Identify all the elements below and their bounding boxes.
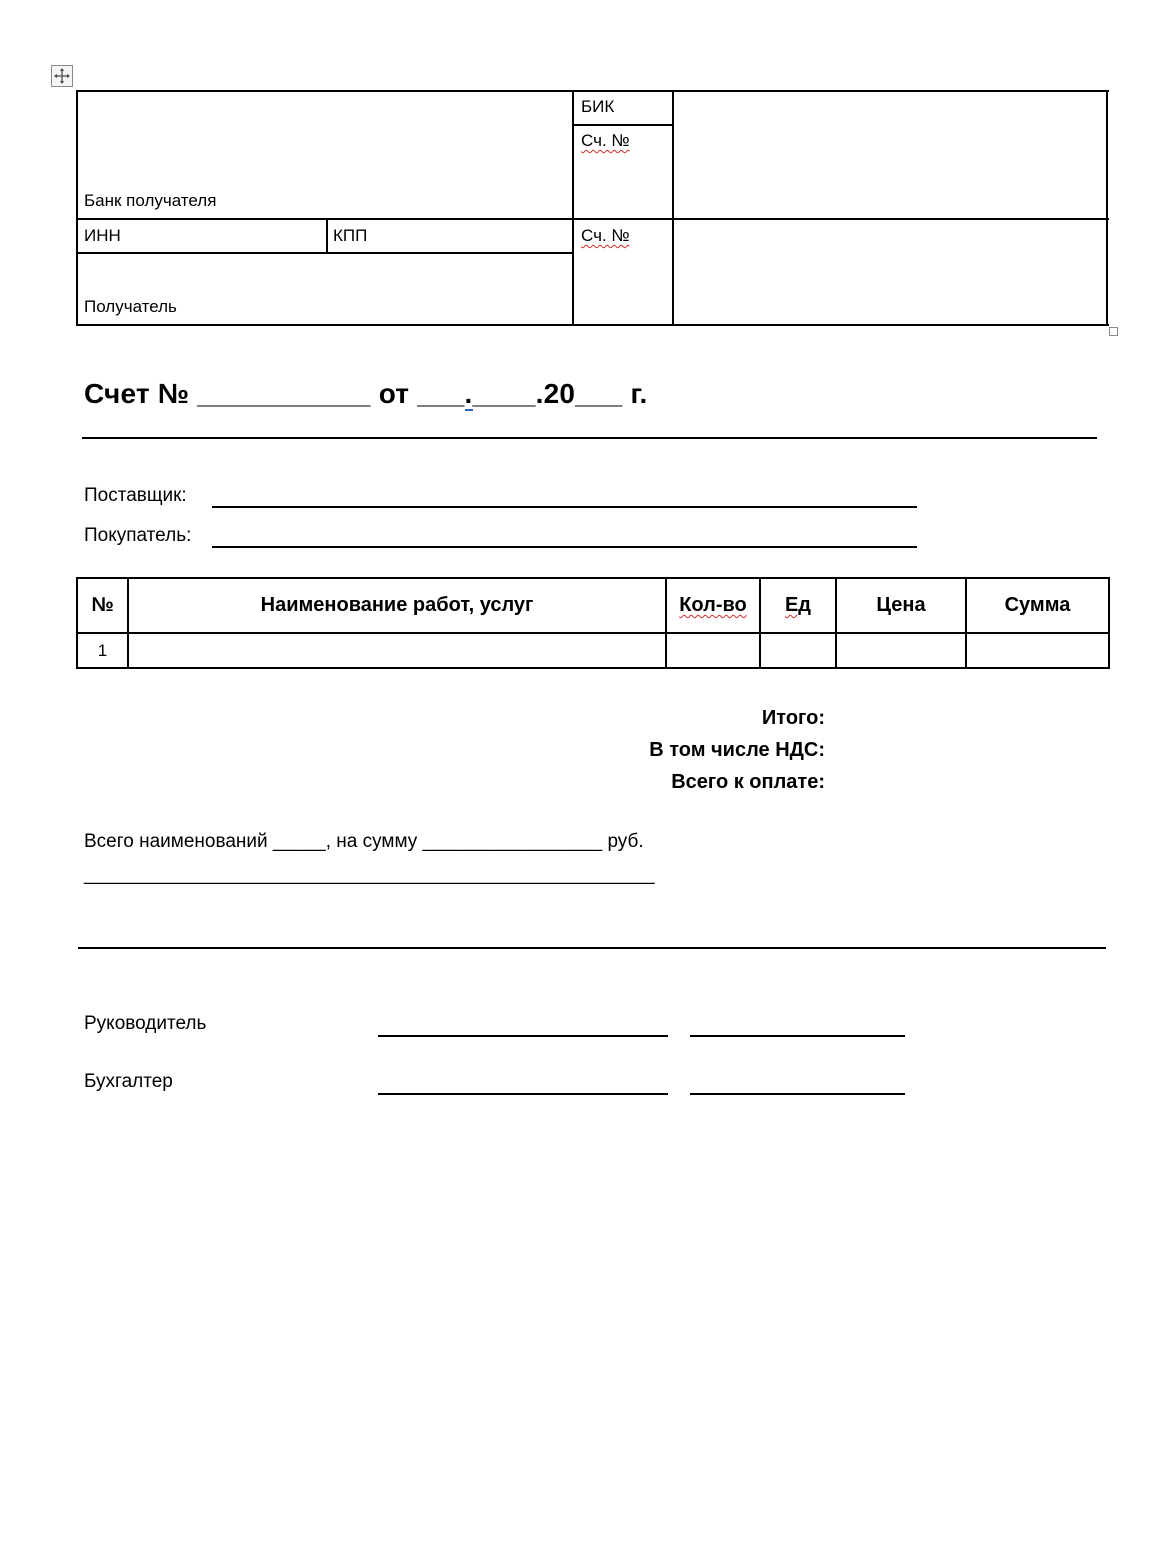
total-label: Итого: [761,707,825,729]
summary-text: Всего наименований _____, на сумму _________________ руб. [84,831,644,852]
col-name-header: Наименование работ, услуг [128,578,666,633]
bank-label: Банк получателя [84,191,217,210]
col-price-header: Цена [836,578,966,633]
title-year: .20 [535,378,576,409]
buyer-field[interactable] [212,546,917,548]
cell-sum[interactable] [966,633,1109,668]
cell-number: 1 [77,633,128,668]
col-unit-header: Ед [760,578,836,633]
title-divider [82,437,1097,439]
col-sum-header: Сумма [966,578,1109,633]
kpp-label: КПП [333,226,368,245]
title-day-blank: ___ [417,378,465,409]
title-prefix: Счет № [84,378,190,409]
col-qty-header: Кол-во [666,578,760,633]
cell-qty[interactable] [666,633,760,668]
supplier-label: Поставщик: [84,485,187,506]
summary-amount-words-line: ______________________________________________________ [84,864,655,885]
bik-label: БИК [581,97,615,116]
account-label: Сч. № [581,131,630,150]
accountant-signature-line[interactable] [378,1093,668,1095]
title-suffix: г. [630,378,648,409]
accountant-name-line[interactable] [690,1093,905,1095]
buyer-label: Покупатель: [84,525,192,546]
invoice-title [84,378,648,410]
title-year-blank: ___ [575,378,623,409]
cell-unit[interactable] [760,633,836,668]
inn-label: ИНН [84,226,121,245]
title-from: от [378,378,410,409]
accountant-label: Бухгалтер [84,1071,173,1092]
table-resize-icon[interactable] [1109,327,1118,336]
title-month-blank: ____ [472,378,536,409]
cell-name[interactable] [128,633,666,668]
title-dot: . [464,378,473,409]
cell-price[interactable] [836,633,966,668]
director-name-line[interactable] [690,1035,905,1037]
title-number-blank: ___________ [197,378,371,409]
director-signature-line[interactable] [378,1035,668,1037]
supplier-field[interactable] [212,506,917,508]
director-label: Руководитель [84,1013,207,1034]
summary-divider [78,947,1106,949]
table-move-icon[interactable] [51,65,73,87]
payable-label: Всего к оплате: [671,771,825,793]
table-row [77,633,1109,668]
items-table [76,577,1110,669]
account-label: Сч. № [581,226,630,245]
recipient-label: Получатель [84,297,177,316]
vat-label: В том числе НДС: [649,739,825,761]
table-header-row [77,578,1109,633]
col-number-header: № [77,578,128,633]
